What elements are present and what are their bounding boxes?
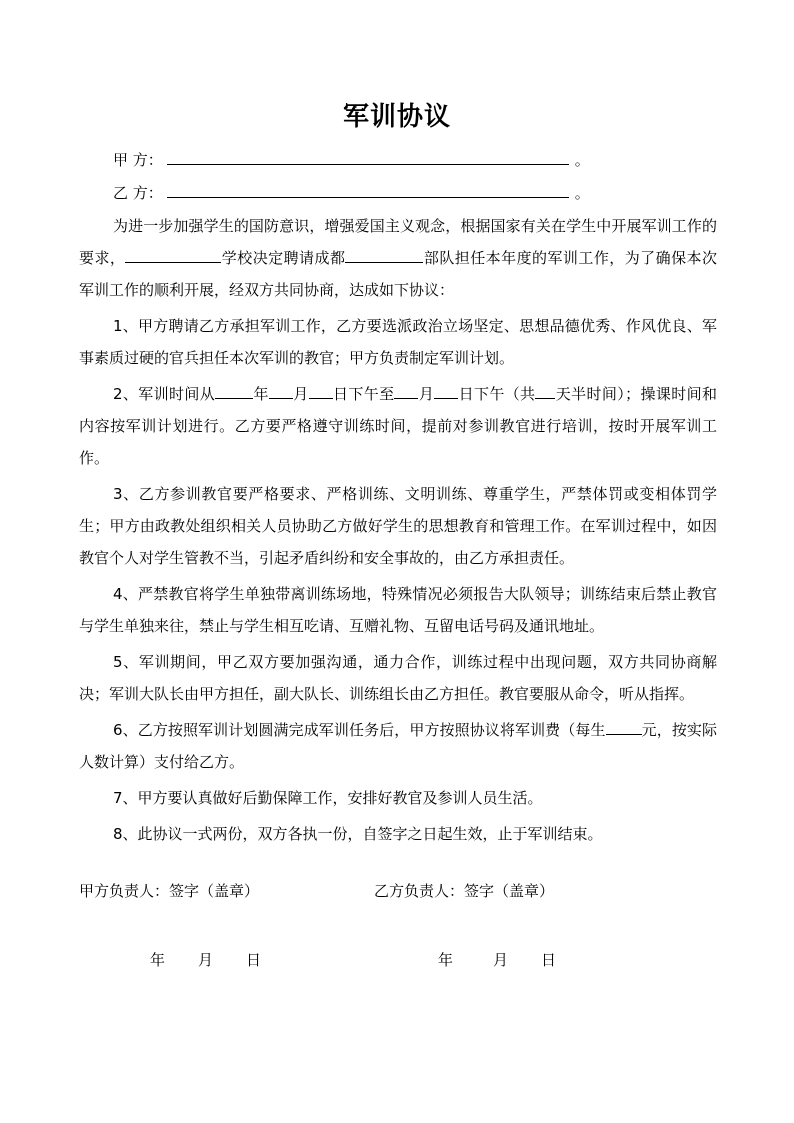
- clause-5: 5、军训期间，甲乙双方要加强沟通，通力合作，训练过程中出现问题，双方共同协商解决；军训大队长由甲方担任，副大队长、训练组长由乙方担任。教官要服从命令，听从指挥。: [79, 653, 717, 703]
- party-b-end: 。: [574, 184, 590, 202]
- start-month-blank[interactable]: [269, 383, 293, 399]
- clause-2-text-e: 月: [418, 385, 435, 403]
- clause-1: 1、甲方聘请乙方承担军训工作，乙方要选派政治立场坚定、思想品德优秀、作风优良、军事素质过硬的官兵担任本次军训的教官；甲方负责制定军训计划。: [79, 317, 717, 367]
- clause-2-text-g: 天半时间）；操课时间和内容按军训计划进行。乙方要严格遵守训练时间，提前对参训教官进行培训，按时开展军训工作。: [79, 385, 717, 467]
- year-blank[interactable]: [215, 383, 253, 399]
- fee-blank[interactable]: [606, 719, 642, 735]
- party-b-day: 日: [541, 951, 557, 969]
- clause-7: 7、甲方要认真做好后勤保障工作，安排好教官及参训人员生活。: [113, 789, 543, 807]
- army-unit-blank[interactable]: [345, 247, 423, 263]
- party-a-year: 年: [150, 951, 166, 969]
- party-a-line: [113, 150, 590, 170]
- party-a-blank[interactable]: [167, 150, 569, 165]
- clause-2-text-b: 年: [253, 385, 269, 403]
- clause-2-text-d: 日下午至: [332, 385, 395, 403]
- clause-2: [79, 378, 717, 474]
- clause-6: [79, 714, 717, 778]
- intro-text-2: 学校决定聘请成都: [221, 249, 346, 267]
- intro-paragraph: [79, 210, 717, 306]
- end-day-blank[interactable]: [434, 383, 458, 399]
- party-b-signature: 乙方负责人：签字（盖章）: [374, 882, 555, 900]
- party-b-label: 乙 方：: [113, 184, 163, 202]
- party-b-date: [438, 949, 556, 970]
- party-b-blank[interactable]: [167, 183, 569, 198]
- document-title: 军训协议: [342, 102, 451, 132]
- party-a-end: 。: [574, 151, 590, 169]
- party-a-signature: 甲方负责人：签字（盖章）: [79, 882, 260, 900]
- days-blank[interactable]: [535, 383, 555, 399]
- party-a-label: 甲 方：: [113, 151, 163, 169]
- clause-6-text-b: 元，按实际人数计算）支付给乙方。: [79, 721, 717, 771]
- clause-4: 4、严禁教官将学生单独带离训练场地，特殊情况必须报告大队领导；训练结束后禁止教官与学生单独来往，禁止与学生相互吃请、互赠礼物、互留电话号码及通讯地址。: [79, 585, 717, 635]
- party-a-month: 月: [198, 951, 214, 969]
- party-b-month: 月: [493, 951, 509, 969]
- party-b-year: 年: [438, 951, 454, 969]
- party-a-date: [150, 949, 261, 970]
- start-day-blank[interactable]: [309, 383, 333, 399]
- school-name-blank[interactable]: [125, 247, 221, 263]
- end-month-blank[interactable]: [394, 383, 418, 399]
- party-b-line: [113, 183, 590, 203]
- clause-6-text-a: 6、乙方按照军训计划圆满完成军训任务后，甲方按照协议将军训费（每生: [113, 721, 606, 739]
- party-a-day: 日: [246, 951, 262, 969]
- clause-2-text-a: 2、军训时间从: [113, 385, 216, 403]
- clause-3: 3、乙方参训教官要严格要求、严格训练、文明训练、尊重学生，严禁体罚或变相体罚学生；甲方由政教处组织相关人员协助乙方做好学生的思想教育和管理工作。在军训过程中，如因教官个人对学生管教不当，引起矛盾纠纷和安全事故的，由乙方承担责任。: [79, 485, 717, 567]
- clause-2-text-f: 日下午（共: [458, 385, 536, 403]
- clause-8: 8、此协议一式两份，双方各执一份，自签字之日起生效，止于军训结束。: [113, 825, 603, 843]
- intro-text-1: 为进一步加强学生的国防意识，增强爱国主义观念，根据国家有关在学生中开展军训工作的要求，: [79, 217, 717, 267]
- clause-2-text-c: 月: [292, 385, 309, 403]
- intro-text-3: 部队担任本年度的军训工作，为了确保本次军训工作的顺利开展，经双方共同协商，达成如下协议：: [79, 249, 717, 299]
- agreement-body: [79, 210, 717, 854]
